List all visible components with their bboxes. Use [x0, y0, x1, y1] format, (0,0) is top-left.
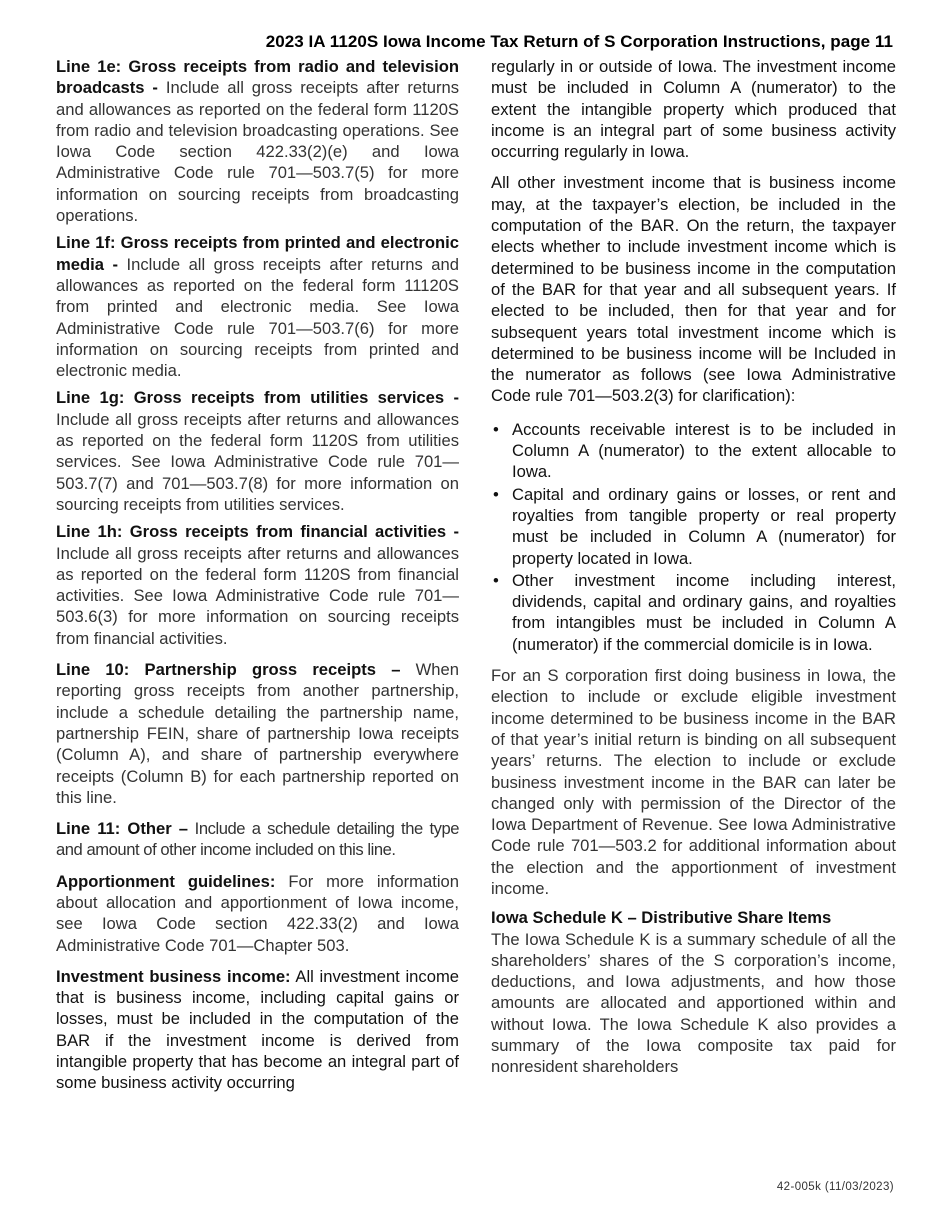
list-item — [491, 419, 896, 483]
line-11-label: Line 11: Other – — [56, 819, 189, 839]
line-1h-label: Line 1h: Gross receipts from financial activities - — [56, 522, 459, 542]
line-10-text: When reporting gross receipts from another partnership, include a schedule detailing the partnership name, partnership FEIN, share of partnership Iowa receipts (Column A), and share of partnership everywhere receipts (Column B) for each partnership reported on this line. — [56, 660, 459, 807]
schedule-k-paragraph: The Iowa Schedule K is a summary schedule of all the shareholders’ shares of the S corporation’s income, deductions, and Iowa adjustments, and how those amounts are allocated and apportioned within and without Iowa. The Iowa Schedule K also provides a summary of the Iowa composite tax paid for nonresident shareholders — [491, 929, 896, 1077]
line-11-text: Include a schedule detailing the type and amount of other income included on this line. — [56, 819, 460, 860]
form-id: 42-005k (11/03/2023) — [776, 1181, 894, 1193]
bullet-text: Other investment income including interest, dividends, capital and ordinary gains, and royalties from intangibles must be included in Column A (numerator) if the commercial domicile is in Iowa. — [512, 570, 896, 654]
election-paragraph: All other investment income that is business income may, at the taxpayer’s election, be included in the computation of the BAR. On the return, the taxpayer elects whether to include investment income which is determined to be business income in the computation of the BAR for that year and all subsequent years. If elected to be included, then for that year and for subsequent years total investment income which is determined to be business income will be Included in the numerator as follows (see Iowa Administrative Code rule 701—503.2(3) for clarification): — [491, 173, 896, 406]
investment-text: All investment income that is business income, including capital gains or losses, must be included in the computation of the BAR if the investment income is derived from intangible property that has become an integral part of some business activity occurring — [56, 966, 459, 1093]
bullet-text: Accounts receivable interest is to be included in Column A (numerator) to the extent allocable to Iowa. — [512, 419, 896, 482]
line-1g-paragraph — [56, 387, 459, 515]
line-1e-label: Line 1e: Gross receipts from radio and television broadcasts - — [56, 57, 459, 98]
apportionment-label: Apportionment guidelines: — [56, 871, 276, 891]
first-business-paragraph: For an S corporation first doing business in Iowa, the election to include or exclude eligible investment income determined to be business income in the BAR of that year’s initial return is binding on all subsequent years’ returns. The election to include or exclude business investment income in the BAR can later be changed only with permission of the Director of the Iowa Department of Revenue. See Iowa Administrative Code rule 701—503.2 for additional information about the election and the apportionment of investment income. — [491, 666, 896, 898]
line-1h-text: Include all gross receipts after returns and allowances as reported on the federal form 1120S from financial activities. See Iowa Administrative Code rule 701—503.6(3) for more information on sourcing receipts from financial activities. — [56, 543, 459, 648]
page-title: 2023 IA 1120S Iowa Income Tax Return of S Corporation Instructions, page 11 — [265, 32, 893, 51]
apportionment-paragraph — [56, 871, 459, 956]
line-1f-paragraph — [56, 232, 459, 381]
line-11-paragraph — [56, 818, 459, 861]
line-1h-paragraph — [56, 521, 459, 649]
line-1e-text: Include all gross receipts after returns and allowances as reported on the federal form 1120S from radio and television broadcasting operations. See Iowa Code section 422.33(2)(e) and Iowa Administrative Code rule 701—503.7(5) for more information on sourcing receipts from broadcasting operations. — [56, 78, 459, 226]
bullet-icon: • — [493, 419, 499, 439]
list-item — [491, 484, 896, 569]
investment-continued-paragraph: regularly in or outside of Iowa. The investment income must be included in Column A (numerator) to the extent the intangible property which produced that income is an integral part of some business activity occurring regularly in Iowa. — [491, 57, 896, 162]
line-1g-label: Line 1g: Gross receipts from utilities services - — [56, 388, 459, 408]
line-10-paragraph — [56, 659, 459, 808]
bullet-icon: • — [493, 570, 499, 590]
investment-label: Investment business income: — [56, 966, 291, 986]
schedule-k-heading: Iowa Schedule K – Distributive Share Items — [491, 908, 832, 928]
investment-paragraph — [56, 966, 459, 1094]
line-1f-label: Line 1f: Gross receipts from printed and electronic media - — [56, 233, 459, 274]
line-1f-text: Include all gross receipts after returns and allowances as reported on the federal form 11120S from printed and electronic media. See Iowa Administrative Code rule 701—503.7(6) for more information on sourcing receipts from printed and electronic media. — [56, 254, 459, 381]
investment-bullet-list — [491, 419, 896, 655]
line-1e-paragraph — [56, 56, 459, 226]
right-column — [491, 56, 896, 1084]
bullet-icon: • — [493, 484, 499, 504]
list-item — [491, 570, 896, 655]
line-10-label: Line 10: Partnership gross receipts – — [56, 660, 401, 680]
left-column — [56, 56, 459, 1100]
line-1g-text: Include all gross receipts after returns and allowances as reported on the federal form 1120S from utilities services. See Iowa Administrative Code rule 701—503.7(7) and 701—503.7(8) for more information on sourcing receipts from utilities services. — [56, 409, 459, 514]
apportionment-text: For more information about allocation and apportionment of Iowa income, see Iowa Code section 422.33(2) and Iowa Administrative Code 701—Chapter 503. — [56, 871, 459, 955]
bullet-text: Capital and ordinary gains or losses, or rent and royalties from tangible property or real property must be included in Column A (numerator) for property located in Iowa. — [512, 484, 896, 568]
